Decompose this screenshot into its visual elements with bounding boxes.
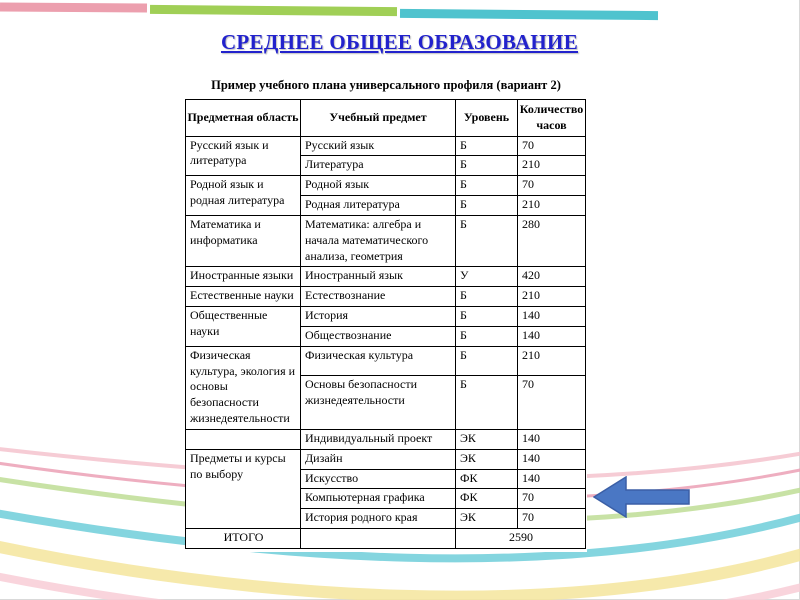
level-cell: Б <box>456 156 518 176</box>
subject-cell: Физическая культура <box>301 346 456 376</box>
level-cell: ФК <box>456 469 518 489</box>
table-row <box>186 136 586 156</box>
subject-cell: Родной язык <box>301 176 456 196</box>
level-cell: Б <box>456 287 518 307</box>
table-row <box>186 449 586 469</box>
hours-cell: 70 <box>518 489 586 509</box>
table-row <box>186 267 586 287</box>
table-row <box>186 346 586 376</box>
area-cell: Предметы и курсы по выбору <box>186 449 301 528</box>
teal-bar <box>400 9 658 20</box>
hours-cell: 70 <box>518 136 586 156</box>
subject-cell: Дизайн <box>301 449 456 469</box>
level-cell: ЭК <box>456 509 518 529</box>
subject-cell: Литература <box>301 156 456 176</box>
level-cell: Б <box>456 346 518 376</box>
header-level: Уровень <box>456 100 518 137</box>
pink-bar <box>0 2 147 12</box>
hours-cell: 210 <box>518 156 586 176</box>
level-cell: ЭК <box>456 449 518 469</box>
total-row <box>186 529 586 549</box>
header-subject: Учебный предмет <box>301 100 456 137</box>
slide-title: СРЕДНЕЕ ОБЩЕЕ ОБРАЗОВАНИЕ <box>220 30 579 54</box>
hours-cell: 70 <box>518 176 586 196</box>
subject-cell: Обществознание <box>301 326 456 346</box>
table-row <box>186 307 586 327</box>
level-cell: Б <box>456 376 518 429</box>
header-hours: Количество часов <box>518 100 586 137</box>
header-subject-area: Предметная область <box>186 100 301 137</box>
hours-cell: 70 <box>518 509 586 529</box>
level-cell: Б <box>456 196 518 216</box>
level-cell: Б <box>456 326 518 346</box>
area-cell: Родной язык и родная литература <box>186 176 301 216</box>
area-cell: Математика и информатика <box>186 215 301 266</box>
hours-cell: 280 <box>518 215 586 266</box>
level-cell: ФК <box>456 489 518 509</box>
left-arrow <box>593 476 690 518</box>
area-cell: Физическая культура, экология и основы безопасности жизнедеятельности <box>186 346 301 429</box>
total-spacer <box>301 529 456 549</box>
left-arrow-shape <box>594 477 689 517</box>
table-header-row <box>186 100 586 137</box>
area-cell: Русский язык и литература <box>186 136 301 176</box>
table-row <box>186 215 586 266</box>
subject-cell: Индивидуальный проект <box>301 429 456 449</box>
curriculum-table-container <box>185 78 587 552</box>
swoosh-curve-yellow <box>0 545 800 597</box>
total-label: ИТОГО <box>186 529 301 549</box>
subject-cell: Русский язык <box>301 136 456 156</box>
hours-cell: 210 <box>518 196 586 216</box>
level-cell: У <box>456 267 518 287</box>
hours-cell: 210 <box>518 346 586 376</box>
subject-cell: История родного края <box>301 509 456 529</box>
subject-cell: Искусство <box>301 469 456 489</box>
hours-cell: 420 <box>518 267 586 287</box>
table-row <box>186 429 586 449</box>
level-cell: ЭК <box>456 429 518 449</box>
subject-cell: Основы безопасности жизнедеятельности <box>301 376 456 429</box>
total-value: 2590 <box>456 529 586 549</box>
hours-cell: 140 <box>518 449 586 469</box>
area-cell: Естественные науки <box>186 287 301 307</box>
area-cell: Иностранные языки <box>186 267 301 287</box>
subject-cell: Математика: алгебра и начала математического анализа, геометрия <box>301 215 456 266</box>
top-decoration <box>0 0 800 26</box>
level-cell: Б <box>456 136 518 156</box>
hours-cell: 70 <box>518 376 586 429</box>
area-cell <box>186 429 301 449</box>
area-cell: Общественные науки <box>186 307 301 347</box>
hours-cell: 140 <box>518 326 586 346</box>
level-cell: Б <box>456 215 518 266</box>
hours-cell: 210 <box>518 287 586 307</box>
green-bar <box>150 5 397 16</box>
table-row <box>186 176 586 196</box>
level-cell: Б <box>456 307 518 327</box>
subject-cell: Естествознание <box>301 287 456 307</box>
subject-cell: История <box>301 307 456 327</box>
table-row <box>186 287 586 307</box>
subject-cell: Иностранный язык <box>301 267 456 287</box>
hours-cell: 140 <box>518 307 586 327</box>
curriculum-table <box>185 99 586 549</box>
level-cell: Б <box>456 176 518 196</box>
subject-cell: Компьютерная графика <box>301 489 456 509</box>
subject-cell: Родная литература <box>301 196 456 216</box>
table-caption: Пример учебного плана универсального профиля (вариант 2) <box>211 78 561 92</box>
hours-cell: 140 <box>518 429 586 449</box>
hours-cell: 140 <box>518 469 586 489</box>
